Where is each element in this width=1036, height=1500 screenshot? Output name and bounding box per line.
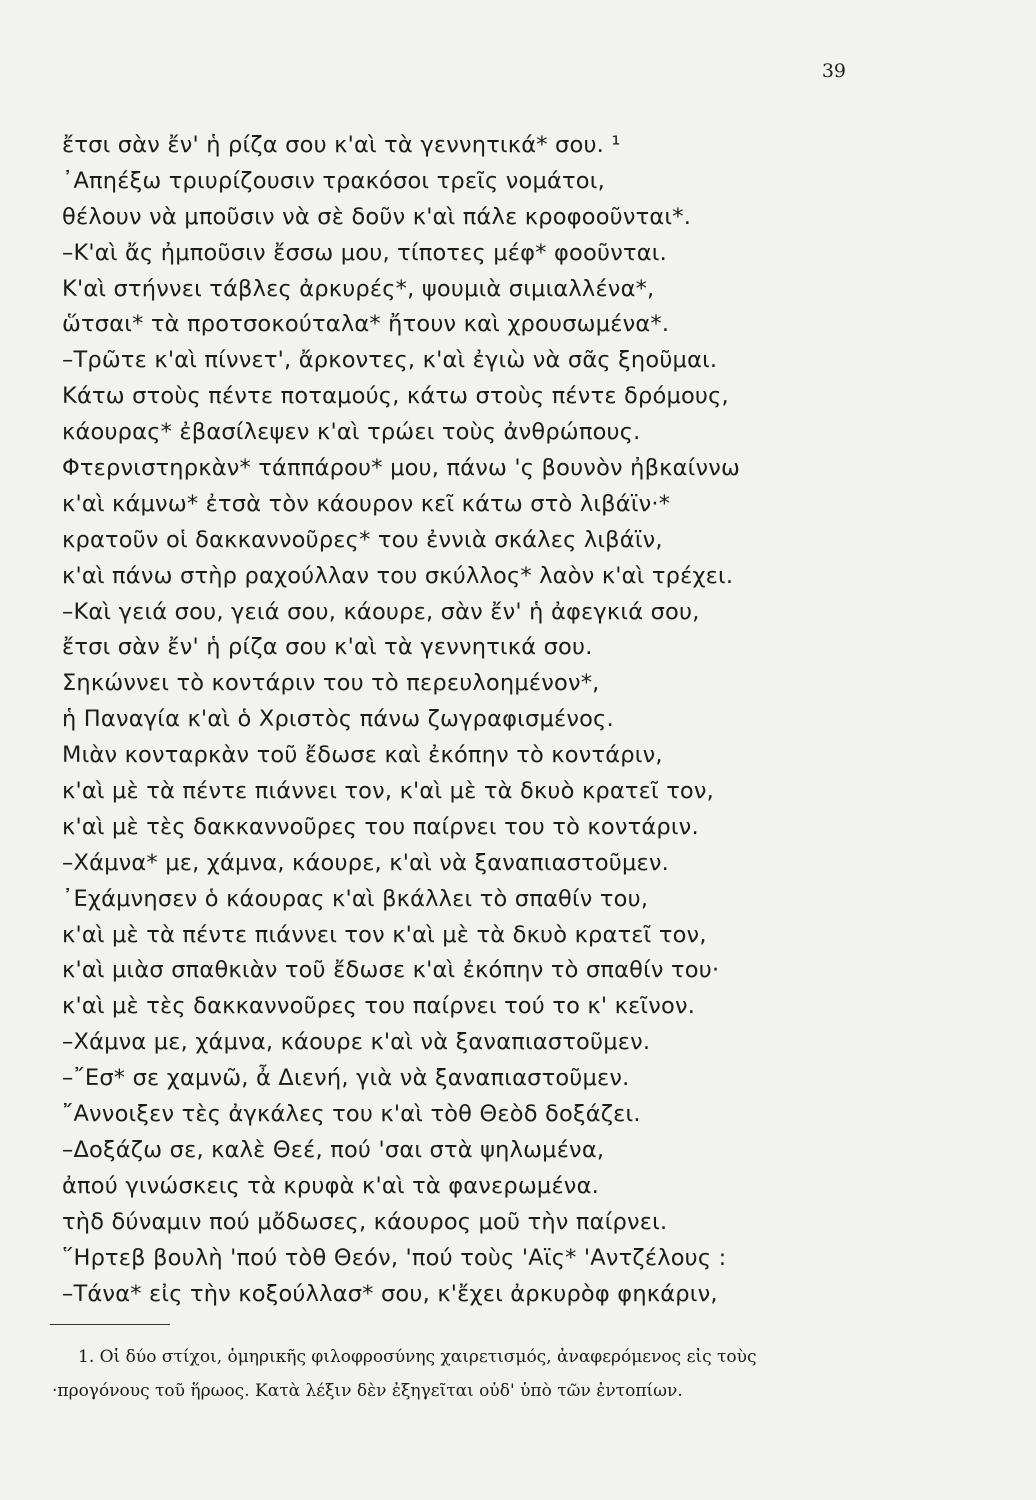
poem-line: κρατοῦν οἱ δακκαννοῦρες* του ἐννιὰ σκάλες λιβάϊν, (62, 526, 663, 553)
poem-line: ἀπού γινώσκεις τὰ κρυφὰ κ'αὶ τὰ φανερωμένα. (62, 1172, 599, 1199)
poem-line: –Τρῶτε κ'αὶ πίννετ', ἄρκοντες, κ'αὶ ἐγιὼ νὰ σᾶς ξηοῦμαι. (62, 347, 718, 374)
poem-line: ἔτσι σὰν ἔν' ἡ ρίζα σου κ'αὶ τὰ γεννητικά σου. (62, 634, 593, 661)
poem-line: ἔτσι σὰν ἔν' ἡ ρίζα σου κ'αὶ τὰ γεννητικά* σου. ¹ (62, 132, 621, 158)
poem-line: τὴδ δύναμιν πού μὄδωσες, κάουρος μοῦ τὴν παίρνει. (62, 1208, 668, 1235)
poem-line: ᾿Απηέξω τριυρίζουσιν τρακόσοι τρεῖς νομάτοι, (62, 167, 605, 194)
footnote-divider (50, 1324, 170, 1325)
poem-text (62, 128, 862, 1312)
poem-line: ᾿Εχάμνησεν ὁ κάουρας κ'αὶ βκάλλει τὸ σπαθίν του, (62, 885, 649, 912)
poem-line: κ'αὶ μὲ τὰ πέντε πιάννει τον, κ'αὶ μὲ τὰ δκυὸ κρατεῖ τον, (62, 778, 715, 805)
poem-line: κ'αὶ μιὰσ σπαθκιὰν τοῦ ἔδωσε κ'αὶ ἐκόπην τὸ σπαθίν του· (62, 957, 720, 984)
poem-line: Φτερνιστηρκὰν* τάππάρου* μου, πάνω 'ς βουνὸν ἠβκαίννω (62, 455, 741, 482)
poem-line: κ'αὶ μὲ τὰ πέντε πιάννει τον κ'αὶ μὲ τὰ δκυὸ κρατεῖ τον, (62, 921, 707, 948)
poem-line: Σηκώννει τὸ κοντάριν του τὸ περευλοημένον*, (62, 670, 600, 697)
footnote-line: ·προγόνους τοῦ ἥρωος. Κατὰ λέξιν δὲν ἐξηγεῖται οὐδ' ὑπὸ τῶν ἐντοπίων. (52, 1381, 683, 1401)
page-number: 39 (821, 60, 846, 82)
poem-line: Κάτω στοὺς πέντε ποταμούς, κάτω στοὺς πέντε δρόμους, (62, 383, 729, 410)
poem-line: κ'αὶ μὲ τὲς δακκαννοῦρες του παίρνει του τὸ κοντάριν. (62, 813, 699, 840)
poem-line: –Χάμνα* με, χάμνα, κάουρε, κ'αὶ νὰ ξαναπιαστοῦμεν. (62, 849, 670, 876)
poem-line: –Τάνα* εἰς τὴν κοξούλλασ* σου, κ'ἔχει ἀρκυρὸφ φηκάριν, (62, 1280, 718, 1307)
poem-line: Μιὰν κονταρκὰν τοῦ ἔδωσε καὶ ἐκόπην τὸ κοντάριν, (62, 742, 663, 769)
poem-line: ὥτσαι* τὰ προτσοκούταλα* ἤτουν καὶ χρουσωμένα*. (62, 311, 670, 338)
poem-line: –Δοξάζω σε, καλὲ Θεέ, πού 'σαι στὰ ψηλωμένα, (62, 1136, 605, 1163)
footnotes (52, 1340, 892, 1408)
poem-line: –῎Εσ* σε χαμνῶ, ἆ Διενή, γιὰ νὰ ξαναπιαστοῦμεν. (62, 1065, 630, 1092)
poem-line: ῞Ηρτεβ βουλὴ 'πού τὸθ Θεόν, 'πού τοὺς 'Αϊς* 'Αντζέλους : (62, 1244, 727, 1271)
poem-line: Κ'αὶ στήννει τάβλες ἀρκυρές*, ψουμιὰ σιμιαλλένα*, (62, 275, 655, 302)
poem-line: θέλουν νὰ μποῦσιν νὰ σὲ δοῦν κ'αὶ πάλε κροφοοῦνται*. (62, 203, 692, 230)
poem-line: κ'αὶ μὲ τὲς δακκαννοῦρες του παίρνει τού το κ' κεῖνον. (62, 993, 696, 1020)
poem-line: κ'αὶ πάνω στὴρ ραχούλλαν του σκύλλος* λαὸν κ'αὶ τρέχει. (62, 562, 734, 589)
poem-line: –Κ'αὶ ἄς ἠμποῦσιν ἔσσω μου, τίποτες μέφ* φοοῦνται. (62, 239, 667, 266)
footnote-line: 1. Οἱ δύο στίχοι, ὁμηρικῆς φιλοφροσύνης χαιρετισμός, ἀναφερόμενος εἰς τοὺς (78, 1347, 757, 1367)
poem-line: κάουρας* ἐβασίλεψεν κ'αὶ τρώει τοὺς ἀνθρώπους. (62, 419, 641, 446)
poem-line: ἡ Παναγία κ'αὶ ὁ Χριστὸς πάνω ζωγραφισμένος. (62, 706, 614, 733)
poem-line: κ'αὶ κάμνω* ἐτσὰ τὸν κάουρον κεῖ κάτω στὸ λιβάϊν·* (62, 490, 671, 517)
poem-line: –Καὶ γειά σου, γειά σου, κάουρε, σὰν ἔν' ἡ ἀφεγκιά σου, (62, 598, 700, 625)
poem-line: ῎Αννοιξεν τὲς ἀγκάλες του κ'αὶ τὸθ Θεὸδ δοξάζει. (62, 1101, 641, 1128)
poem-line: –Χάμνα με, χάμνα, κάουρε κ'αὶ νὰ ξαναπιαστοῦμεν. (62, 1029, 651, 1056)
